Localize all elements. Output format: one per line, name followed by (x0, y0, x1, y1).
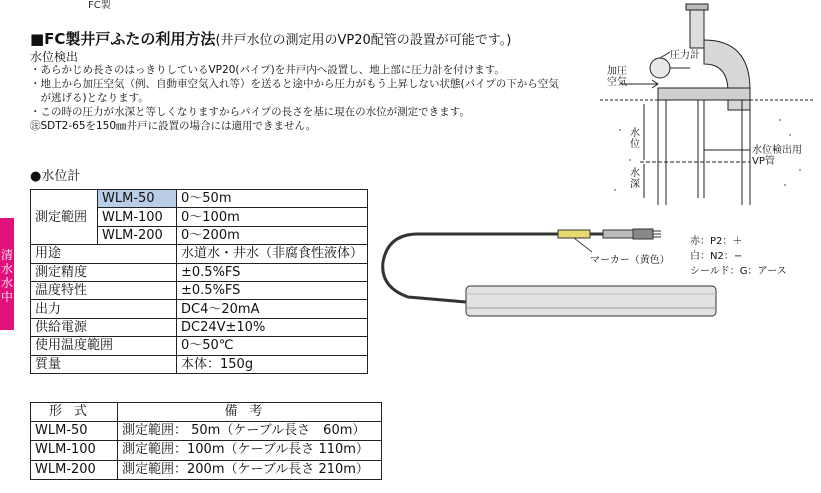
model-cell: WLM-100 (31, 441, 118, 460)
label-water-level: 水 位 (630, 128, 640, 150)
table-row (31, 281, 368, 299)
table-row (31, 441, 382, 460)
range-value: 0〜200m (177, 226, 368, 244)
side-category-tab: 清 水 水 中 (0, 218, 14, 330)
spec-table (30, 189, 368, 374)
label-water-depth: 水 深 (630, 168, 640, 190)
spec-value: ±0.5%FS (177, 263, 368, 281)
label-pressurized-air: 加圧 空気 (607, 66, 627, 88)
supply-pipe (690, 8, 704, 48)
section-heading: 水位検出 (30, 50, 79, 64)
pressure-gauge-icon (650, 58, 670, 78)
label-pressure-gauge: 圧力計 (670, 50, 700, 61)
note-line: が逃げる)となります。 (30, 92, 149, 104)
note-cell: 測定範囲：200m（ケーブル長さ 210m） (118, 460, 382, 479)
note-line: ・地上から加圧空気（例、自動車空気入れ等）を送ると途中から圧力がもう上昇しない状態(パイプの下から空気 (30, 78, 559, 90)
label-marker: マーカー（黄色） (590, 255, 670, 266)
title-main: ■FC製井戸ふたの利用方法 (30, 30, 216, 48)
note-cell: 測定範囲：100m（ケーブル長さ 110m） (118, 441, 382, 460)
note-line: ㊟SDT2-65を150㎜井戸に設置の場合には適用できません。 (30, 120, 317, 132)
label-wire-red: 赤：P2：＋ (690, 236, 743, 247)
range-model: WLM-100 (98, 208, 177, 226)
range-model: WLM-200 (98, 226, 177, 244)
title-sub: (井戸水位の測定用のVP20配管の設置が可能です。) (215, 33, 512, 48)
gauge-heading: ●水位計 (30, 169, 81, 184)
spec-label: 温度特性 (31, 281, 177, 299)
spec-label: 供給電源 (31, 318, 177, 336)
table-row (31, 337, 368, 355)
table-row (31, 460, 382, 479)
spec-label: 用途 (31, 245, 177, 263)
page-header-fragment: FC製 (88, 0, 111, 11)
table-row (31, 355, 368, 373)
spec-value: 本体：150g (177, 355, 368, 373)
label-wire-white: 白：N2：− (690, 251, 743, 262)
model-table (30, 402, 382, 480)
range-value: 0〜100m (177, 208, 368, 226)
sensor-body (466, 286, 716, 316)
table-row (31, 245, 368, 263)
spec-value: 水道水・井水（非腐食性液体） (177, 245, 368, 263)
well-cap (658, 88, 750, 100)
spec-value: DC4〜20mA (177, 300, 368, 318)
range-value: 0〜50m (177, 190, 368, 208)
spec-value: 0〜50℃ (177, 337, 368, 355)
note-line: ・この時の圧力が水深と等しくなりますからパイプの長さを基に現在の水位が測定できます。 (30, 106, 470, 118)
header-note: 備考 (118, 403, 382, 422)
model-cell: WLM-200 (31, 460, 118, 479)
header-model: 形式 (31, 403, 118, 422)
spec-label: 使用温度範囲 (31, 337, 177, 355)
table-row (31, 300, 368, 318)
spec-value: DC24V±10% (177, 318, 368, 336)
spec-label: 測定精度 (31, 263, 177, 281)
table-header-row (31, 403, 382, 422)
spec-label: 出力 (31, 300, 177, 318)
spec-label: 質量 (31, 355, 177, 373)
label-vp-pipe: 水位検出用 VP管 (752, 145, 802, 167)
label-wire-shield: シールド：G：アース (690, 266, 787, 277)
note-cell: 測定範囲： 50m（ケーブル長さ 60m） (118, 422, 382, 441)
cable-marker (558, 230, 590, 238)
table-row (31, 422, 382, 441)
table-row (31, 190, 368, 208)
table-row (31, 318, 368, 336)
table-row (31, 263, 368, 281)
range-model: WLM-50 (98, 190, 177, 208)
page-title (30, 28, 511, 49)
water-level-sensor-illustration (378, 222, 723, 332)
note-line: ・あらかじめ長さのはっきりしているVP20(パイプ)を井戸内へ設置し、地上部に圧力計を付けます。 (30, 64, 505, 76)
model-cell: WLM-50 (31, 422, 118, 441)
range-label: 測定範囲 (31, 190, 98, 245)
spec-value: ±0.5%FS (177, 281, 368, 299)
